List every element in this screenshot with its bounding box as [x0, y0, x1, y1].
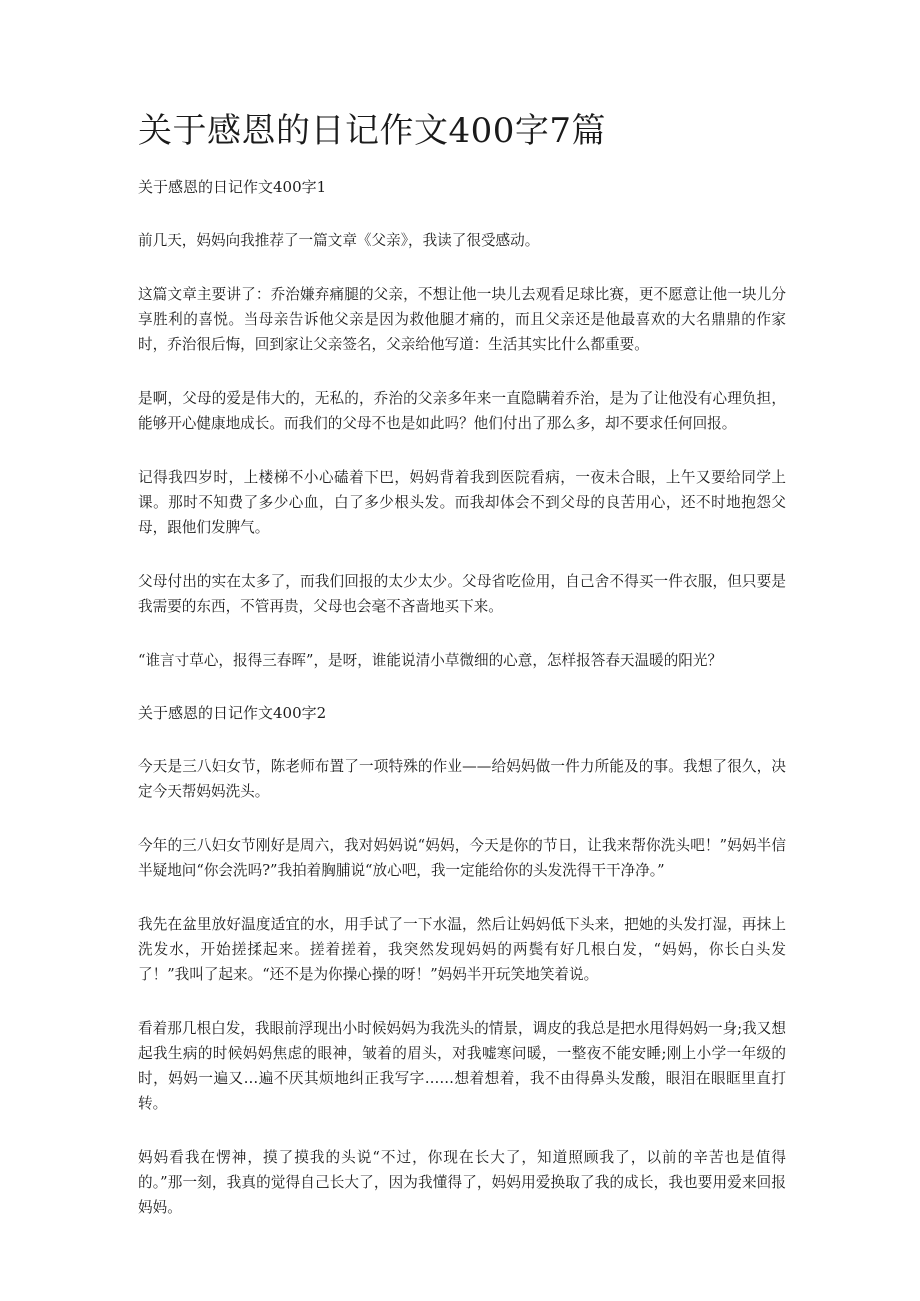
section-heading-2: 关于感恩的日记作文400字2: [138, 704, 327, 722]
paragraph: 前几天，妈妈向我推荐了一篇文章《父亲》，我读了很受感动。: [138, 232, 540, 249]
paragraph: 记得我四岁时，上楼梯不小心磕着下巴，妈妈背着我到医院看病，一夜未合眼，上午又要给同学上课。那时不知费了多少心血，白了多少根头发。而我却体会不到父母的良苦用心，还不时地抱怨父母，跟他们发脾气。: [138, 469, 786, 536]
paragraph: 我先在盆里放好温度适宜的水，用手试了一下水温，然后让妈妈低下头来，把她的头发打湿，再抹上洗发水，开始搓揉起来。搓着搓着，我突然发现妈妈的两鬓有好几根白发，“妈妈，你长白头发了！”我叫了起来。“还不是为你操心操的呀！”妈妈半开玩笑地笑着说。: [138, 916, 786, 983]
document-page: [138, 108, 786, 1249]
paragraph: 这篇文章主要讲了：乔治嫌弃痛腿的父亲，不想让他一块儿去观看足球比赛，更不愿意让他一块儿分享胜利的喜悦。当母亲告诉他父亲是因为救他腿才痛的，而且父亲还是他最喜欢的大名鼎鼎的作家时，乔治很后悔，回到家让父亲签名，父亲给他写道：生活其实比什么都重要。: [138, 286, 786, 353]
paragraph: 是啊，父母的爱是伟大的，无私的，乔治的父亲多年来一直隐瞒着乔治，是为了让他没有心理负担，能够开心健康地成长。而我们的父母不也是如此吗？他们付出了那么多，却不要求任何回报。: [138, 390, 786, 432]
paragraph: 今年的三八妇女节刚好是周六，我对妈妈说“妈妈，今天是你的节日，让我来帮你洗头吧！”妈妈半信半疑地问“你会洗吗?”我拍着胸脯说“放心吧，我一定能给你的头发洗得干干净净。”: [138, 837, 786, 879]
section-heading-1: 关于感恩的日记作文400字1: [138, 178, 327, 196]
paragraph: 妈妈看我在愣神，摸了摸我的头说“不过，你现在长大了，知道照顾我了，以前的辛苦也是值得的。”那一刻，我真的觉得自己长大了，因为我懂得了，妈妈用爱换取了我的成长，我也要用爱来回报妈妈。: [138, 1149, 786, 1216]
paragraph: “谁言寸草心，报得三春晖”，是呀，谁能说清小草微细的心意，怎样报答春天温暖的阳光？: [138, 652, 723, 669]
paragraph: 看着那几根白发，我眼前浮现出小时候妈妈为我洗头的情景，调皮的我总是把水甩得妈妈一身;我又想起我生病的时候妈妈焦虑的眼神，皱着的眉头，对我嘘寒问暖，一整夜不能安睡;刚上小学一年级的时，妈妈一遍又…遍不厌其烦地纠正我写字……想着想着，我不由得鼻头发酸，眼泪在眼眶里直打转。: [138, 1020, 786, 1112]
paragraph: 父母付出的实在太多了，而我们回报的太少太少。父母省吃俭用，自己舍不得买一件衣服，但只要是我需要的东西，不管再贵，父母也会毫不吝啬地买下来。: [138, 573, 786, 615]
paragraph: 今天是三八妇女节，陈老师布置了一项特殊的作业——给妈妈做一件力所能及的事。我想了很久，决定今天帮妈妈洗头。: [138, 758, 786, 800]
document-title: 关于感恩的日记作文400字7篇: [138, 111, 607, 151]
